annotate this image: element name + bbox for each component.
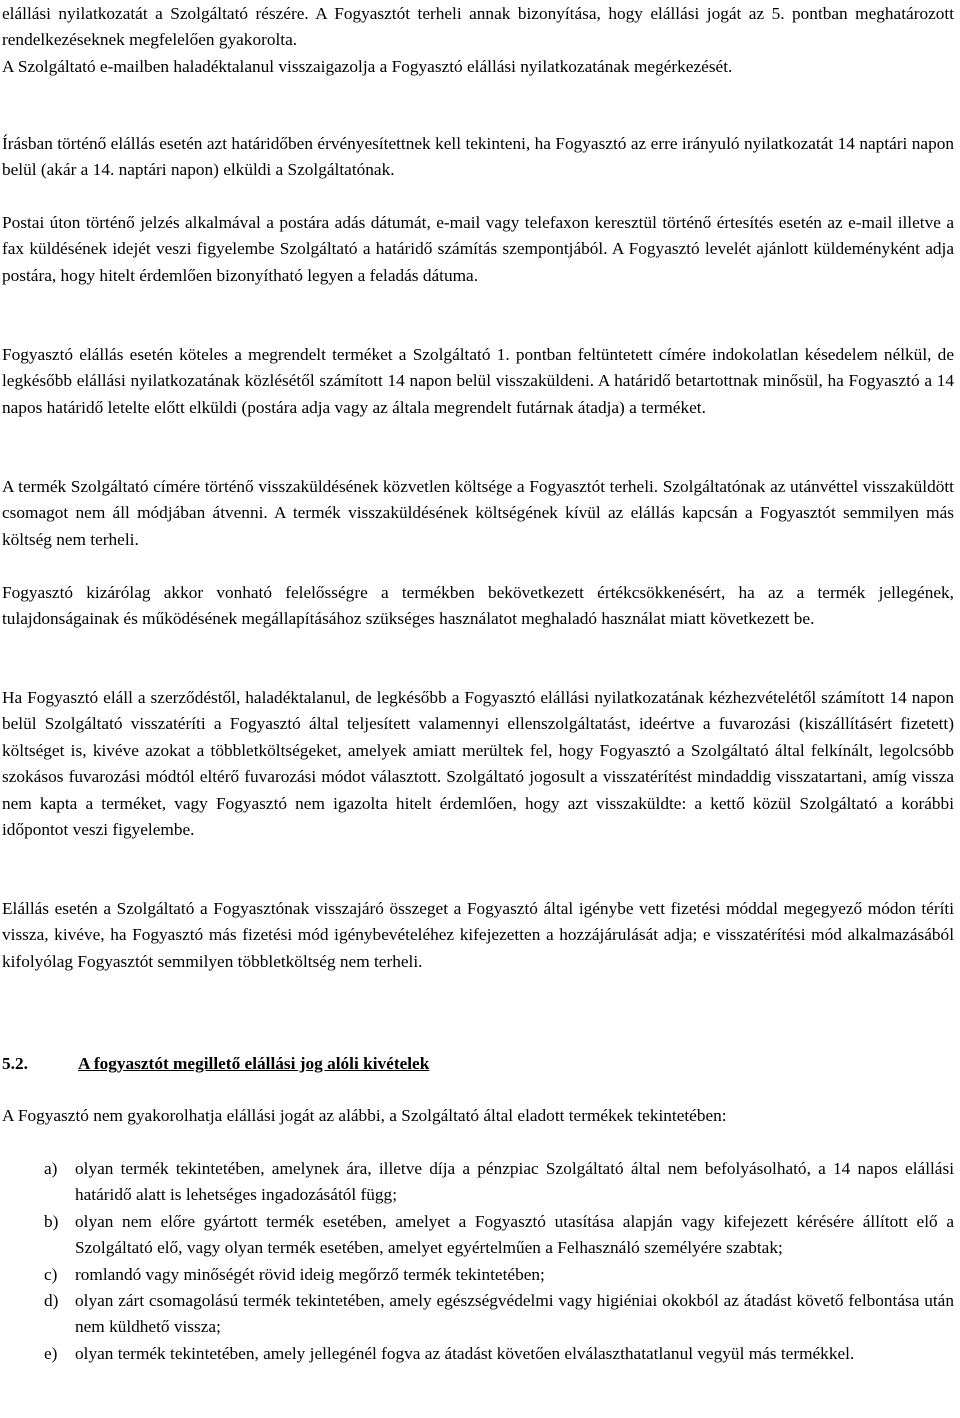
list-item-text: olyan zárt csomagolású termék tekintetében, amely egészségvédelmi vagy higiéniai okokból az átadást követő felbontása után nem küldhető vissza; bbox=[75, 1291, 954, 1337]
list-marker: b) bbox=[44, 1211, 59, 1231]
list-item-text: olyan nem előre gyártott termék esetében, amelyet a Fogyasztó utasítása alapján vagy kifejezett kérésére állított elő a Szolgáltató elő, vagy olyan termék esetében, amelyet egyértelműen a Felhasználó személyére szabtak; bbox=[75, 1211, 954, 1258]
exceptions-list bbox=[2, 1156, 954, 1367]
list-item bbox=[2, 1156, 954, 1209]
list-item bbox=[2, 1262, 954, 1288]
paragraph-written-withdrawal: Írásban történő elállás esetén azt határidőben érvényesítettnek kell tekinteni, ha Fogyasztó az erre irányuló nyilatkozatát 14 naptári napon belül (akár a 14. naptári napon) elküldi a Szolgáltatónak. bbox=[2, 134, 954, 180]
list-item-text: romlandó vagy minőségét rövid ideig megőrző termék tekintetében; bbox=[75, 1264, 545, 1284]
list-marker: e) bbox=[44, 1343, 58, 1363]
paragraph-withdrawal-declaration bbox=[2, 1, 954, 80]
list-item-text: olyan termék tekintetében, amelynek ára, illetve díja a pénzpiac Szolgáltató által nem befolyásolható, a 14 napos elállási határidő alatt is lehetséges ingadozásától függ; bbox=[75, 1159, 954, 1205]
list-marker: c) bbox=[44, 1264, 58, 1284]
list-item bbox=[2, 1288, 954, 1341]
paragraph-refund-method: Elállás esetén a Szolgáltató a Fogyasztónak visszajáró összeget a Fogyasztó által igénybe vett fizetési móddal megegyező módon téríti vissza, kivéve, ha Fogyasztó más fizetési mód igénybevételéhez kifejezetten a hozzájárulását adja; e visszatérítési mód alkalmazásából kifolyólag Fogyasztót semmilyen többletköltség nem terheli. bbox=[2, 899, 954, 971]
list-item bbox=[2, 1341, 954, 1367]
list-marker: a) bbox=[44, 1159, 58, 1178]
paragraph-text-part-1: elállási nyilatkozatát a Szolgáltató részére. A Fogyasztót terheli annak bizonyítása, hogy elállási jogát az 5. pontban meghatározott rendelkezéseknek megfelelően gyakorolta. A Szolgáltató e-mailben haladéktalanul visszaigazolja a Fogyasztó elállási nyilatkozatának megérkezését. bbox=[2, 4, 954, 76]
paragraph-return-cost: A termék Szolgáltató címére történő visszaküldésének közvetlen költsége a Fogyasztót terheli. Szolgáltatónak az utánvéttel visszaküldött csomagot nem áll módjában átvenni. A termék visszaküldésének költségének kívül az elállás kapcsán a Fogyasztót semmilyen más költség nem terheli. bbox=[2, 477, 954, 549]
paragraph-liability: Fogyasztó kizárólag akkor vonható felelősségre a termékben bekövetkezett értékcsökkenésért, ha az a termék jellegének, tulajdonságainak és működésének megállapításához szükséges használatot meghaladó használat miatt következett be. bbox=[2, 583, 954, 629]
paragraph-postal-notice: Postai úton történő jelzés alkalmával a postára adás dátumát, e-mail vagy telefaxon keresztül történő értesítés esetén az e-mail illetve a fax küldésének idejét veszi figyelembe Szolgáltató a határidő számítás szempontjából. A Fogyasztó levelét ajánlott küldeményként adja postára, hogy hitelt érdemlően bizonyítható legyen a feladás dátuma. bbox=[2, 213, 954, 285]
section-heading bbox=[2, 1051, 429, 1077]
list-item-text: olyan termék tekintetében, amely jellegénél fogva az átadást követően elválaszthatatlanul vegyül más termékkel. bbox=[75, 1343, 855, 1363]
section-title: A fogyasztót megillető elállási jog alóli kivételek bbox=[78, 1054, 430, 1073]
paragraph-return-obligation: Fogyasztó elállás esetén köteles a megrendelt terméket a Szolgáltató 1. pontban feltüntetett címére indokolatlan késedelem nélkül, de legkésőbb elállási nyilatkozatának közlésétől számított 14 napon belül visszaküldeni. A határidő betartottnak minősül, ha Fogyasztó a 14 napos határidő letelte előtt elküldi (postára adja vagy az általa megrendelt futárnak átadja) a terméket. bbox=[2, 345, 954, 417]
section-number: 5.2. bbox=[2, 1054, 28, 1073]
section-intro: A Fogyasztó nem gyakorolhatja elállási jogát az alábbi, a Szolgáltató által eladott termékek tekintetében: bbox=[2, 1106, 727, 1125]
list-marker: d) bbox=[44, 1291, 59, 1311]
paragraph-refund: Ha Fogyasztó eláll a szerződéstől, haladéktalanul, de legkésőbb a Fogyasztó elállási nyilatkozatának kézhezvételétől számított 14 napon belül Szolgáltató visszatéríti a Fogyasztó által teljesített valamennyi ellenszolgáltatást, ideértve a fuvarozási (kiszállításért fizetett) költséget is, kivéve azokat a többletköltségeket, amelyek amiatt merültek fel, hogy Fogyasztó a Szolgáltató által felkínált, legolcsóbb szokásos fuvarozási módtól eltérő fuvarozási módot választott. Szolgáltató jogosult a visszatérítést mindaddig visszatartani, amíg vissza nem kapta a terméket, vagy Fogyasztó nem igazolta hitelt érdemlően, hogy azt visszaküldte: a kettő közül Szolgáltató a korábbi időpontot veszi figyelembe. bbox=[2, 688, 954, 840]
list-item bbox=[2, 1209, 954, 1262]
